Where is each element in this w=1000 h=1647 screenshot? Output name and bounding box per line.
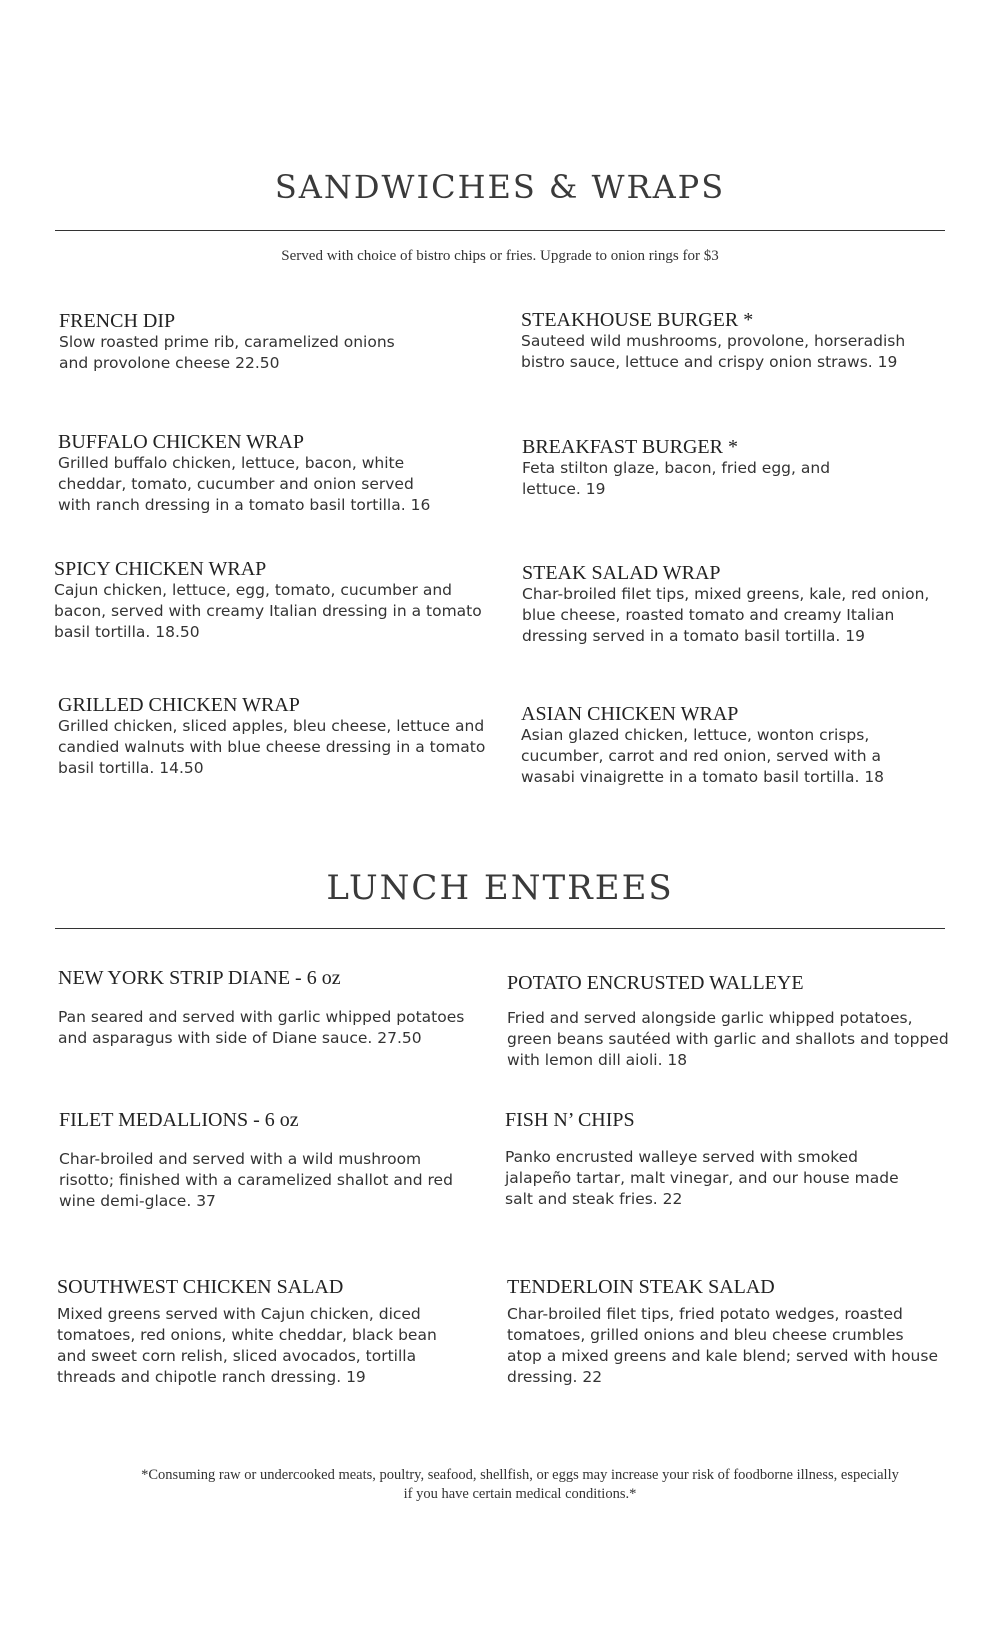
item-name: POTATO ENCRUSTED WALLEYE [507, 972, 804, 994]
menu-item-fish-n-chips [505, 1109, 945, 1210]
item-desc: Panko encrusted walleye served with smoked jalapeño tartar, malt vinegar, and our house made salt and steak fries. 22 [505, 1148, 899, 1208]
menu-item-steak-salad-wrap [522, 562, 972, 647]
item-desc: Slow roasted prime rib, caramelized onions and provolone cheese 22.50 [59, 333, 395, 372]
section-title-sandwiches: SANDWICHES & WRAPS [274, 168, 726, 206]
menu-item-filet-medallions [59, 1109, 499, 1212]
menu-item-asian-chicken-wrap [521, 703, 961, 788]
sides-note: Served with choice of bistro chips or fries. Upgrade to onion rings for $3 [281, 248, 719, 264]
item-name: ASIAN CHICKEN WRAP [521, 703, 739, 725]
item-desc: Grilled buffalo chicken, lettuce, bacon, white cheddar, tomato, cucumber and onion served with ranch dressing in a tomato basil tortilla. 16 [58, 454, 431, 514]
divider [55, 230, 945, 231]
item-name: TENDERLOIN STEAK SALAD [507, 1276, 775, 1298]
item-desc: Sauteed wild mushrooms, provolone, horseradish bistro sauce, lettuce and crispy onion straws. 19 [521, 332, 906, 371]
menu-item-tenderloin-steak-salad [507, 1276, 967, 1388]
section-title-entrees: LUNCH ENTREES [326, 868, 674, 908]
item-name: STEAKHOUSE BURGER * [521, 309, 754, 331]
item-name: BREAKFAST BURGER * [522, 436, 738, 458]
item-desc: Cajun chicken, lettuce, egg, tomato, cucumber and bacon, served with creamy Italian dressing in a tomato basil tortilla. 18.50 [54, 581, 482, 641]
item-desc: Char-broiled and served with a wild mushroom risotto; finished with a caramelized shallot and red wine demi-glace. 37 [59, 1150, 453, 1210]
item-desc: Feta stilton glaze, bacon, fried egg, and lettuce. 19 [522, 459, 831, 498]
item-desc: Char-broiled filet tips, fried potato wedges, roasted tomatoes, grilled onions and bleu cheese crumbles atop a mixed greens and kale blend; served with house dressing. 22 [507, 1305, 938, 1386]
item-name: SPICY CHICKEN WRAP [54, 558, 267, 580]
item-desc: Grilled chicken, sliced apples, bleu cheese, lettuce and candied walnuts with blue cheese dressing in a tomato basil tortilla. 14.50 [58, 717, 486, 777]
menu-item-grilled-chicken-wrap [58, 694, 503, 779]
item-name: NEW YORK STRIP DIANE - 6 oz [58, 967, 341, 989]
menu-item-ny-strip-diane [58, 967, 498, 1049]
item-desc: Mixed greens served with Cajun chicken, diced tomatoes, red onions, white cheddar, black bean and sweet corn relish, sliced avocados, tortilla threads and chipotle ranch dressing. 19 [57, 1305, 437, 1386]
item-name: STEAK SALAD WRAP [522, 562, 721, 584]
item-name: GRILLED CHICKEN WRAP [58, 694, 300, 716]
item-name: FRENCH DIP [59, 310, 176, 332]
item-desc: Asian glazed chicken, lettuce, wonton crisps, cucumber, carrot and red onion, served with a wasabi vinaigrette in a tomato basil tortilla. 18 [521, 726, 885, 786]
food-safety-disclaimer: *Consuming raw or undercooked meats, poultry, seafood, shellfish, or eggs may increase your risk of foodborne illness, especially if you have certain medical conditions.* [141, 1467, 899, 1502]
menu-item-spicy-chicken-wrap [54, 558, 499, 643]
item-name: SOUTHWEST CHICKEN SALAD [57, 1276, 344, 1298]
item-name: FISH N’ CHIPS [505, 1109, 635, 1131]
item-name: BUFFALO CHICKEN WRAP [58, 431, 304, 453]
divider [55, 928, 945, 929]
menu-item-steakhouse-burger [521, 309, 961, 373]
item-name: FILET MEDALLIONS - 6 oz [59, 1109, 299, 1131]
item-desc: Char-broiled filet tips, mixed greens, kale, red onion, blue cheese, roasted tomato and creamy Italian dressing served in a tomato basil tortilla. 19 [522, 585, 930, 645]
item-desc: Pan seared and served with garlic whipped potatoes and asparagus with side of Diane sauce. 27.50 [58, 1008, 465, 1047]
menu-item-french-dip [59, 310, 489, 374]
menu-item-buffalo-chicken-wrap [58, 431, 498, 516]
menu-item-breakfast-burger [522, 436, 962, 500]
menu-item-potato-encrusted-walleye [507, 972, 967, 1071]
menu-item-southwest-chicken-salad [57, 1276, 497, 1388]
item-desc: Fried and served alongside garlic whipped potatoes, green beans sautéed with garlic and shallots and topped with lemon dill aioli. 18 [507, 1009, 949, 1069]
